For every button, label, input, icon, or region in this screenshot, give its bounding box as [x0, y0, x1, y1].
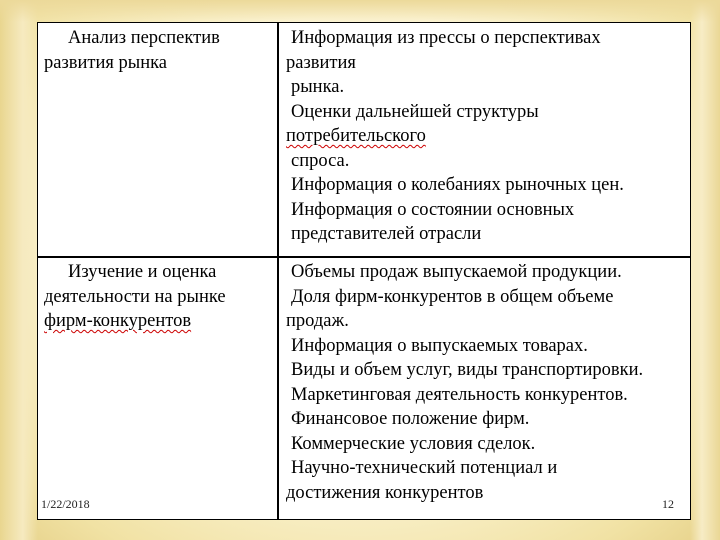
cell-line: деятельности на рынке	[44, 286, 226, 307]
cell-line: достижения конкурентов	[286, 482, 484, 503]
cell-line: Виды и объем услуг, виды транспортировки.	[291, 360, 644, 380]
slide-date: 1/22/2018	[41, 497, 90, 511]
cell-line: Информация о состоянии основных	[291, 199, 575, 220]
cell-line: Научно-технический потенциал и	[291, 458, 558, 478]
cell-line: Доля фирм-конкурентов в общем объеме	[291, 286, 614, 307]
cell-line: Анализ перспектив	[68, 28, 220, 48]
cell-line: Изучение и оценка	[68, 262, 217, 282]
cell-line: Информация о колебаниях рыночных цен.	[291, 175, 624, 195]
cell-line: потребительского	[286, 126, 426, 146]
cell-line: Финансовое положение фирм.	[291, 409, 530, 429]
slide-frame-top	[0, 0, 720, 22]
cell-line: фирм-конкурентов	[44, 311, 192, 331]
table-column-divider	[277, 23, 279, 519]
slide-frame-right	[690, 0, 720, 540]
cell-line: представителей отрасли	[291, 224, 482, 244]
cell-line: Коммерческие условия сделок.	[291, 433, 536, 454]
cell-row1-topic	[44, 26, 220, 75]
table-row-divider	[38, 256, 690, 258]
cell-line: Оценки дальнейшей структуры	[291, 101, 539, 122]
cell-line: рынка.	[291, 77, 345, 97]
cell-line: продаж.	[286, 311, 349, 331]
cell-line: Информация о выпускаемых товарах.	[291, 335, 588, 356]
cell-line: спроса.	[291, 150, 350, 171]
cell-line: Информация из прессы о перспективах	[291, 28, 601, 48]
cell-row2-topic	[44, 260, 226, 334]
slide-page-number: 12	[662, 497, 674, 511]
content-table	[37, 22, 691, 520]
cell-line: развития	[286, 52, 356, 73]
cell-line: Объемы продаж выпускаемой продукции.	[291, 262, 622, 282]
cell-line: развития рынка	[44, 52, 168, 73]
slide-frame-left	[0, 0, 38, 540]
cell-row2-info	[286, 260, 643, 505]
cell-line: Маркетинговая деятельность конкурентов.	[291, 384, 628, 405]
cell-row1-info	[286, 26, 624, 247]
